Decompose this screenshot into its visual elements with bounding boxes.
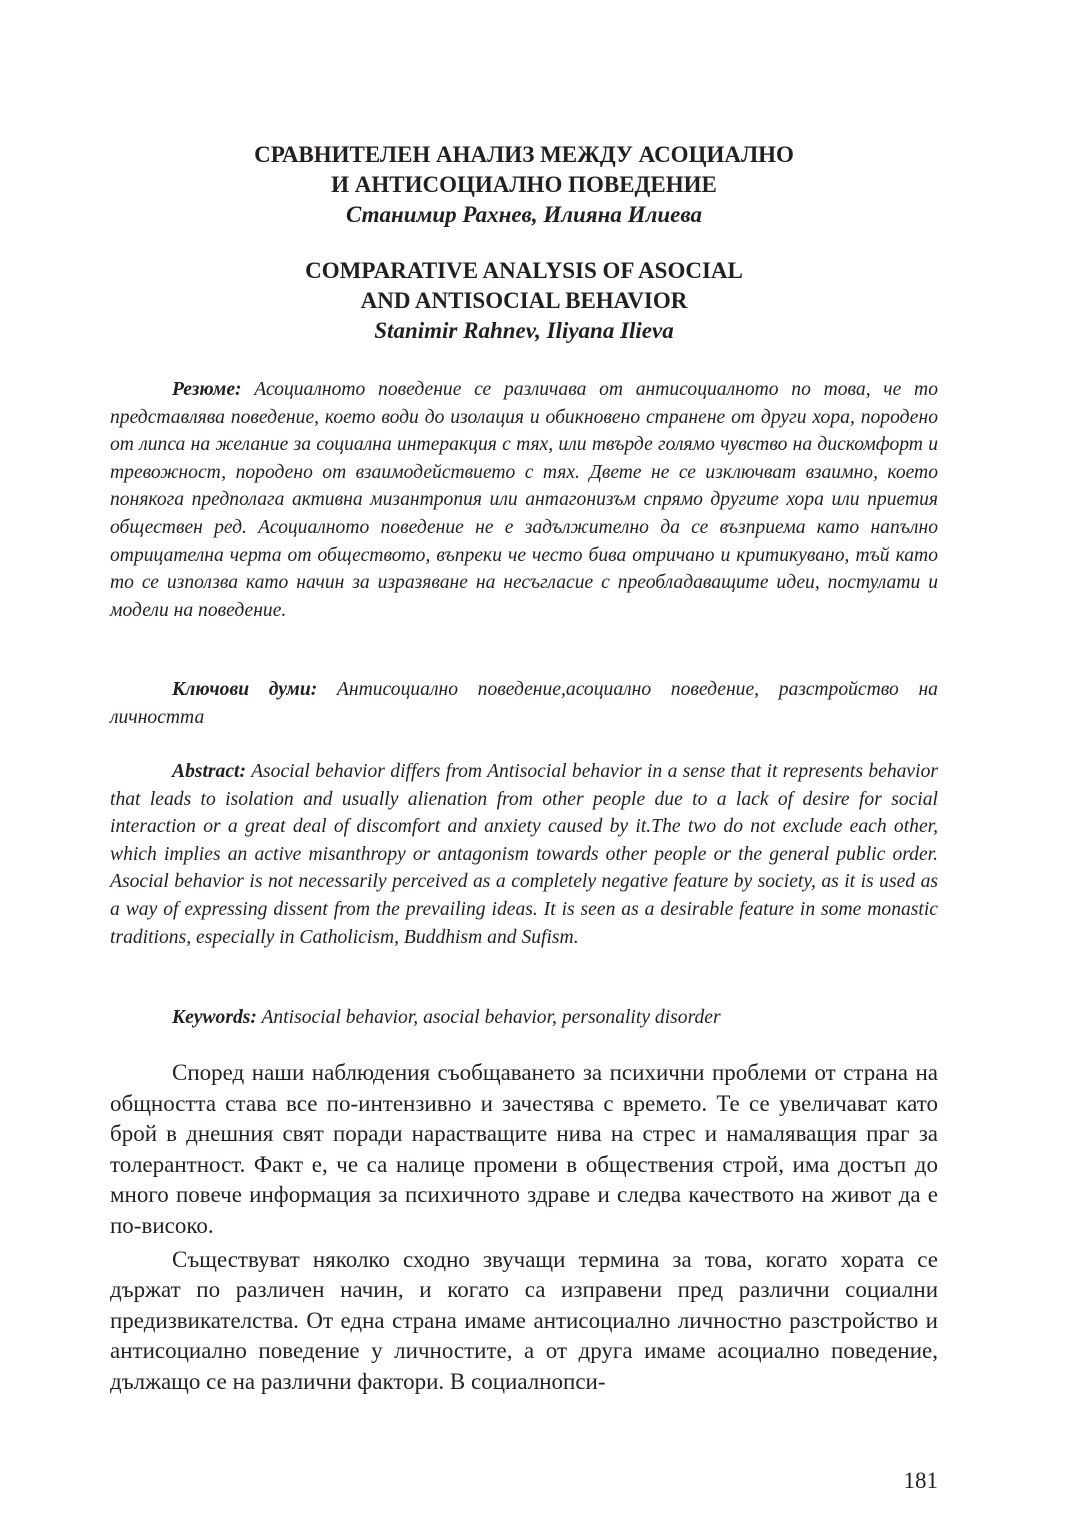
resume-paragraph — [110, 376, 938, 624]
body-paragraph-1: Според наши наблюдения съобщаването за психични проблеми от страна на общността става все по-интензивно и зачестява с времето. Те се увеличават като брой в днешния свят поради нарастващите нива на стрес и намаляващия праг за толерантност. Факт е, че са налице промени в обществения строй, има достъп до много повече информация за психичното здраве и следва качеството на живот да е по-високо. — [110, 1060, 938, 1238]
resume-label: Резюме: — [172, 379, 242, 400]
title-bg-line-1: СРАВНИТЕЛЕН АНАЛИЗ МЕЖДУ АСОЦИАЛНО — [254, 142, 794, 167]
title-bg-line-2: И АНТИСОЦИАЛНО ПОВЕДЕНИЕ — [331, 172, 717, 197]
abstract-text: Asocial behavior differs from Antisocial behavior in a sense that it represents behavior that leads to isolation and usually alienation from other people due to a lack of desire for social interaction or a great deal of discomfort and anxiety caused by it.The two do not exclude each other, which implies an active misanthropy or antagonism towards other people or the general public order. Asocial behavior is not necessarily perceived as a completely negative feature by society, as it is used as a way of expressing dissent from the prevailing ideas. It is seen as a desirable feature in some monastic traditions, especially in Catholicism, Buddhism and Sufism. — [110, 761, 938, 948]
keywords-bg-text: Антисоциално поведение,асоциално поведение, разстройство на личността — [110, 679, 938, 728]
resume-text: Асоциалното поведение се различава от антисоциалното по това, че то представлява поведение, което води до изолация и обикновено странене от други хора, породено от липса на желание за социална интеракция с тях, или твърде голямо чувство на дискомфорт и тревожност, породено от взаимодействието с тях. Двете не се изключват взаимно, което понякога предполага активна мизантропия или антагонизъм спрямо другите хора или приетия обществен ред. Асоциалното поведение не е задължително да се възприема като напълно отрицателна черта от обществото, въпреки че често бива отричано и критикувано, тъй като то се използва като начин за изразяване на несъгласие с преобладаващите идеи, постулати и модели на поведение. — [110, 379, 939, 621]
document-page — [110, 0, 938, 1534]
title-en-line-2: AND ANTISOCIAL BEHAVIOR — [360, 288, 688, 313]
title-block-bulgarian — [110, 140, 938, 230]
body-paragraph-2: Съществуват няколко сходно звучащи термина за това, когато хората се държат по различен начин, и когато са изправени пред различни социални предизвикателства. От една страна имаме антисоциално личностно разстройство и антисоциално поведение у личностите, а от друга имаме асоциално поведение, дължащо се на различни фактори. В социалнопси- — [110, 1246, 938, 1394]
abstract-label: Abstract: — [172, 761, 247, 782]
keywords-en-label: Keywords: — [172, 1007, 257, 1028]
keywords-en-text: Antisocial behavior, asocial behavior, personality disorder — [261, 1007, 721, 1028]
keywords-bg-paragraph — [110, 676, 938, 731]
title-en-line-1: COMPARATIVE ANALYSIS OF ASOCIAL — [305, 258, 743, 283]
abstract-paragraph — [110, 758, 938, 951]
body-text — [110, 1058, 938, 1401]
keywords-bg-label: Ключови думи: — [172, 679, 318, 700]
keywords-en-paragraph — [110, 1004, 938, 1032]
title-block-english — [110, 256, 938, 346]
authors-en: Stanimir Rahnev, Iliyana Ilieva — [374, 318, 674, 343]
authors-bg: Станимир Рахнев, Илияна Илиева — [345, 202, 702, 227]
page-number: 181 — [903, 1468, 938, 1493]
